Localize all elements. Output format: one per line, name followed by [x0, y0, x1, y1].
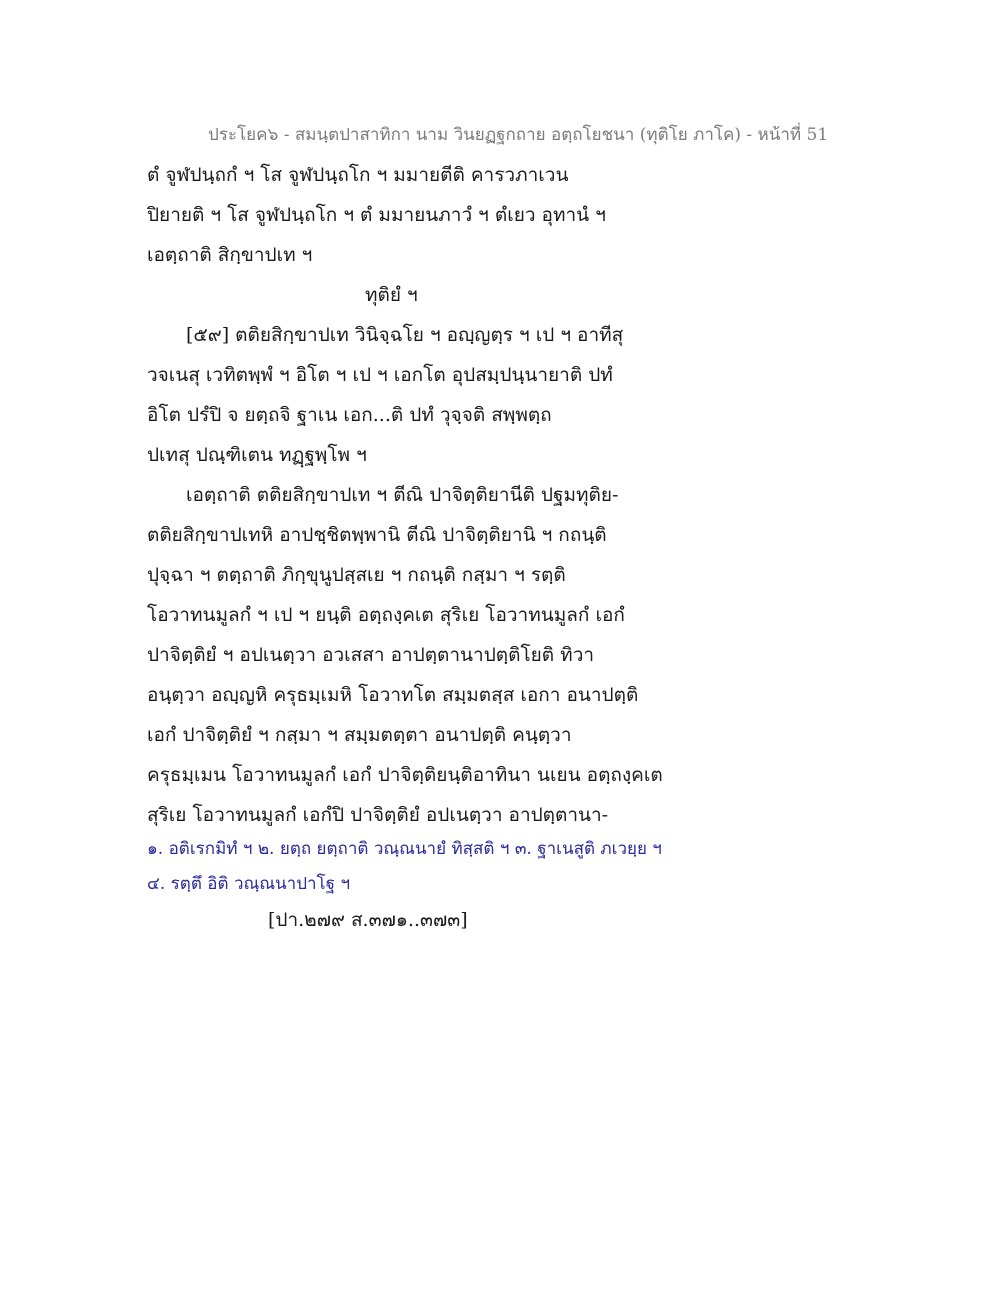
text-line: ครุธมฺเมน โอวาทนมูลกํ เอกํ ปาจิตฺติยนฺติอาทินา นเยน อตฺถงฺคเต: [147, 764, 663, 786]
text-line: วจเนสุ เวทิตพฺพํ ฯ อิโต ฯ เป ฯ เอกโต อุปสมฺปนฺนายาติ ปทํ: [147, 364, 613, 386]
text-line: ตติยสิกฺขาปเทหิ อาปชฺชิตพฺพานิ ตีณิ ปาจิตฺติยานิ ฯ กถนฺติ: [147, 524, 607, 546]
text-line: อนฺตฺวา อญฺญหิ ครุธมฺเมหิ โอวาทโต สมฺมตสฺส เอกา อนาปตฺติ: [147, 684, 639, 706]
text-line: ปุจฺฉา ฯ ตตฺถาติ ภิกฺขุนูปสฺสเย ฯ กถนฺติ กสฺมา ฯ รตฺติ: [147, 564, 566, 586]
page-reference: [ปา.๒๗๙ ส.๓๗๑..๓๗๓]: [268, 909, 468, 931]
text-line: ตํ จูฬปนฺถกํ ฯ โส จูฬปนฺถโก ฯ มมายตีติ คารวภาเวน: [147, 164, 569, 186]
footnote-line: ๑. อติเรกมิทํ ฯ ๒. ยตฺถ ยตฺถาติ วณฺณนายํ ทิสฺสติ ฯ ๓. ฐาเนสูติ ภเวยฺย ฯ: [147, 839, 662, 859]
text-line: ปเทสุ ปณฺฑิเตน ทฏฺฐพฺโพ ฯ: [147, 444, 367, 466]
footnote-line: ๔. รตฺตึ อิติ วณฺณนาปาโฐ ฯ: [147, 874, 350, 894]
text-line: ปาจิตฺติยํ ฯ อปเนตฺวา อวเสสา อาปตฺตานาปตฺติโยติ ทิวา: [147, 644, 595, 666]
text-line: เอกํ ปาจิตฺติยํ ฯ กสฺมา ฯ สมฺมตตฺตา อนาปตฺติ คนฺตฺวา: [147, 724, 572, 746]
text-line: อิโต ปรํปิ จ ยตฺถจิ ฐาเน เอก...ติ ปทํ วุจฺจติ สพฺพตฺถ: [147, 404, 552, 426]
text-line: เอตฺถาติ ตติยสิกฺขาปเท ฯ ตีณิ ปาจิตฺติยานีติ ปฐมทุติย-: [186, 484, 619, 506]
page-header: ประโยค๖ - สมนฺตปาสาทิกา นาม วินยฏฐกถาย อตฺถโยชนา (ทุติโย ภาโค) - หน้าที่ 51: [208, 125, 829, 145]
text-line: สุริเย โอวาทนมูลกํ เอกํปิ ปาจิตฺติยํ อปเนตฺวา อาปตฺตานา-: [147, 804, 609, 826]
text-line: โอวาทนมูลกํ ฯ เป ฯ ยนฺติ อตฺถงฺคเต สุริเย โอวาทนมูลกํ เอกํ: [147, 604, 625, 626]
text-line: [๕๙] ตติยสิกฺขาปเท วินิจฺฉโย ฯ อญฺญตฺร ฯ เป ฯ อาทีสุ: [186, 324, 624, 346]
text-line: เอตฺถาติ สิกฺขาปเท ฯ: [147, 244, 313, 266]
section-title: ทุติยํ ฯ: [365, 284, 418, 306]
text-line: ปิยายติ ฯ โส จูฬปนฺถโก ฯ ตํ มมายนภาวํ ฯ ตํเยว อุทานํ ฯ: [147, 204, 606, 226]
